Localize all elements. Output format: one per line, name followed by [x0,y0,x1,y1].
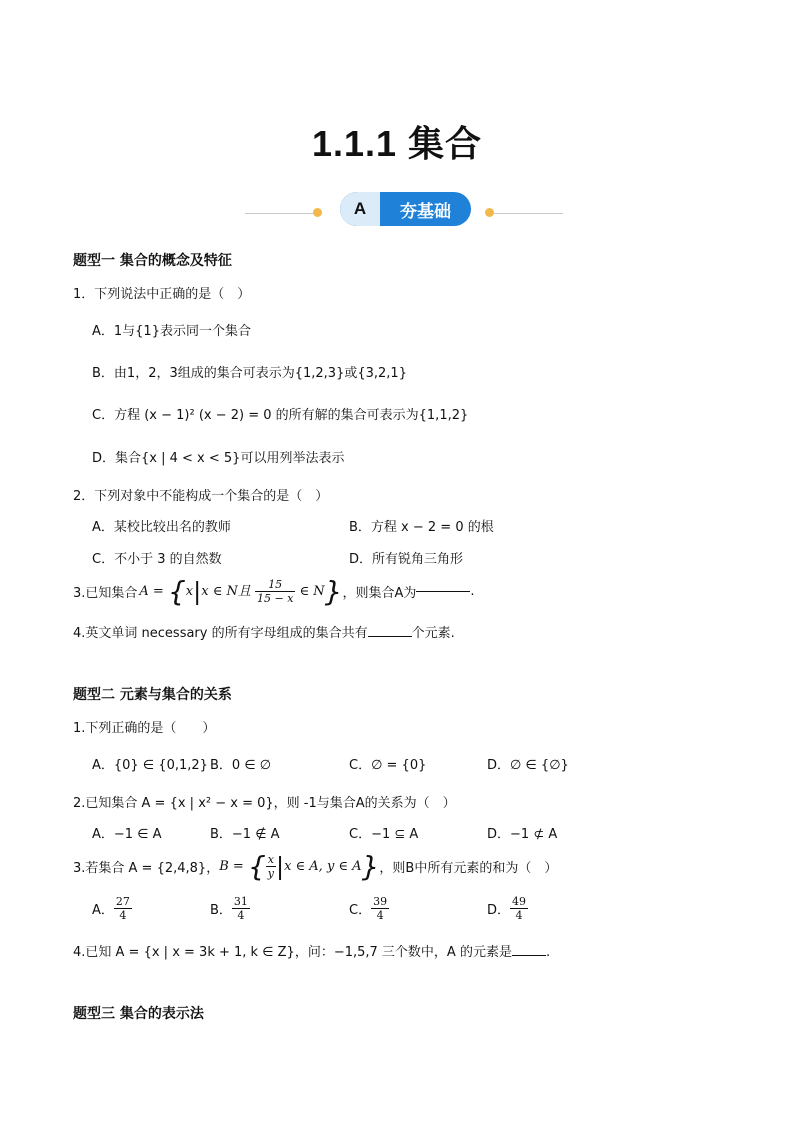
s1-q2-option-a: A．某校比较出名的教师 [92,520,231,535]
fraction-denominator: 4 [376,909,384,922]
option-label: A． [92,903,114,918]
s2-q1-stem: 1.下列正确的是（ ） [73,721,216,736]
section-banner [340,192,471,226]
s1-q4-answer-blank[interactable] [368,636,412,637]
option-label: B． [210,903,232,918]
page-title: 1.1.1 集合 [311,123,483,164]
fraction-denominator: 4 [237,909,245,922]
fraction-numerator: 39 [373,895,388,908]
s1-q3-answer-blank[interactable] [416,591,470,592]
s1-q3 [73,575,475,608]
s2-q3-suffix: ，则B中所有元素的和为（ ） [379,861,558,876]
s2-q3-option-b [210,895,250,922]
left-divider-line [245,213,315,214]
s1-q1-option-a: A．1与{1}表示同一个集合 [92,324,251,339]
s2-q1-option-a: A．{0} ∈ {0,1,2} [92,758,208,773]
s2-q2-option-a: A．−1 ∈ A [92,827,162,842]
s1-q2-option-c: C．不小于 3 的自然数 [92,552,222,567]
s1-q1-option-d: D．集合{x | 4 < x < 5}可以用列举法表示 [92,451,345,466]
s1-q3-prefix: 3.已知集合 [73,586,138,601]
s1-q2-option-b: B．方程 x − 2 = 0 的根 [349,520,494,535]
fraction-numerator: 31 [233,895,248,908]
banner-label: 夯基础 [400,201,451,222]
s2-q4-answer-blank[interactable] [512,955,546,956]
fraction-numerator: 49 [512,895,527,908]
s2-q4 [73,941,550,960]
s1-q4 [73,622,455,641]
s1-q2-option-d: D．所有锐角三角形 [349,552,464,567]
s2-q3-set-expression: B = { $\frac{x}{y}$ |x ∈ A, y ∈ A} [219,850,380,883]
s2-q3-option-a [92,895,132,922]
fraction-denominator: 4 [119,909,127,922]
option-label: D． [487,903,511,918]
s2-q3-option-d [487,895,528,922]
s1-q3-set-expression: A = {x|x ∈ N且 $\frac{15}{15 - x}$ ∈ N} [139,575,343,608]
s2-q2-option-b: B．−1 ∉ A [210,827,280,842]
s1-q1-option-b: B．由1，2，3组成的集合可表示为{1,2,3}或{3,2,1} [92,366,407,381]
s2-q3-option-c [349,895,389,922]
s2-q2-stem: 2.已知集合 A = {x | x² − x = 0}，则 -1与集合A的关系为（ ） [73,796,456,811]
s1-q3-suffix: ，则集合A为 [342,586,417,601]
s2-q3 [73,850,557,883]
s2-q1-option-d: D．∅ ∈ {∅} [487,758,569,773]
s2-q1-option-b: B．0 ∈ ∅ [210,758,272,773]
s2-q2-option-c: C．−1 ⊆ A [349,827,419,842]
s1-q1-option-c: C．方程 (x − 1)² (x − 2) = 0 的所有解的集合可表示为{1,1,2} [92,408,469,423]
s2-q4-text: 4.已知 A = {x | x = 3k + 1, k ∈ Z}，问：−1,5,7 三个数中，A 的元素是 [73,945,512,960]
section-heading-3: 题型三 集合的表示法 [73,1006,204,1022]
fraction-denominator: 4 [515,909,523,922]
section-heading-2: 题型二 元素与集合的关系 [73,687,232,703]
right-divider-line [493,213,563,214]
s2-q1-option-c: C．∅ = {0} [349,758,427,773]
left-divider-dot [313,208,322,217]
s2-q4-end: . [545,945,551,960]
s2-q3-prefix: 3.若集合 A = {2,4,8}， [73,861,220,876]
section-heading-1: 题型一 集合的概念及特征 [73,253,232,269]
s1-q3-end: . [470,584,475,599]
option-label: C． [349,903,372,918]
s2-q2-option-d: D．−1 ⊄ A [487,827,558,842]
fraction-numerator: 27 [115,895,130,908]
s1-q4-end: 个元素. [411,626,455,641]
s1-q1-stem: 1．下列说法中正确的是（ ） [73,287,251,302]
s1-q4-text: 4.英文单词 necessary 的所有字母组成的集合共有 [73,626,368,641]
banner-badge: A [340,192,380,226]
s1-q2-stem: 2．下列对象中不能构成一个集合的是（ ） [73,489,329,504]
